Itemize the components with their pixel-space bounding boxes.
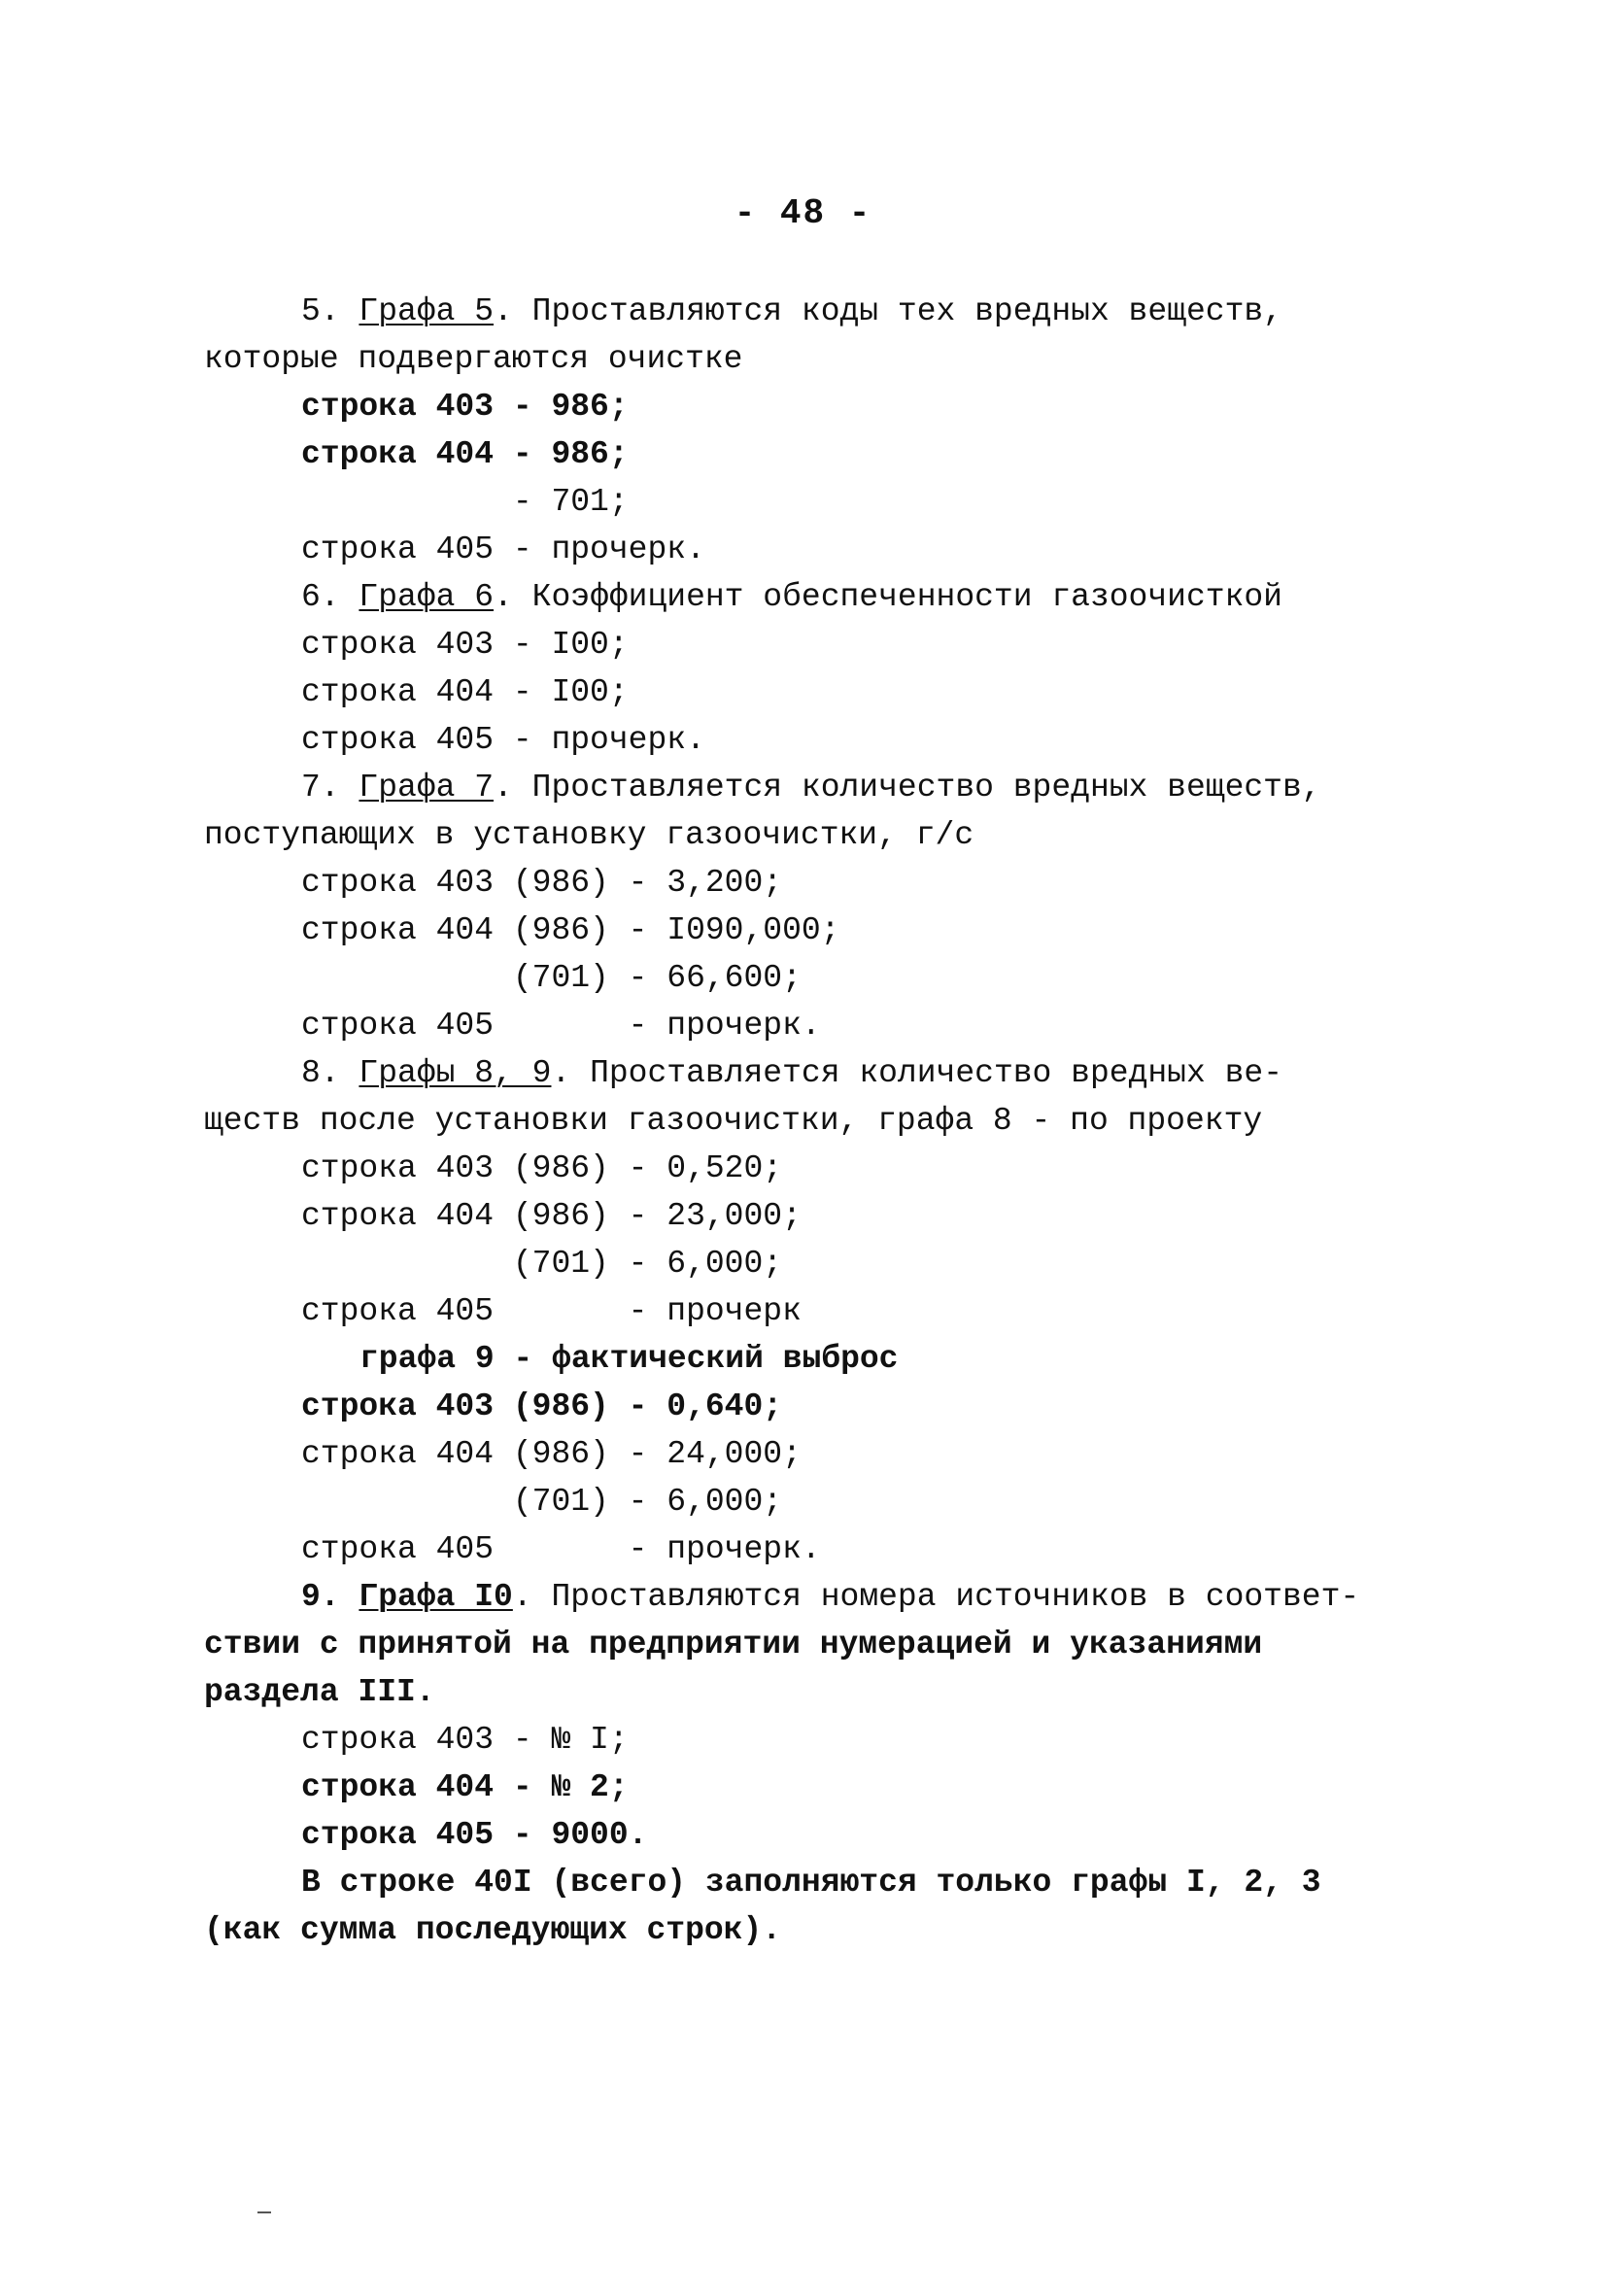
paragraph-text: . Проставляется количество вредных ве- — [551, 1055, 1282, 1091]
section-grafa-8-9 — [204, 1049, 1409, 1573]
paragraph-text: . Проставляются коды тех вредных веществ, — [494, 293, 1282, 329]
margin-mark — [257, 2211, 271, 2213]
row-entry: (701) - 6,000; — [301, 1246, 783, 1282]
paragraph-continuation: ствии с принятой на предприятии нумерацией и указаниями — [204, 1627, 1263, 1662]
paragraph-text: . Проставляется количество вредных веществ, — [494, 770, 1321, 805]
paragraph-heading — [204, 288, 1409, 335]
paragraph-heading — [204, 573, 1409, 621]
row-entry: строка 405 - прочерк. — [301, 1531, 821, 1567]
paragraph-continuation: поступающих в установку газоочистки, г/с — [204, 817, 974, 853]
row-entry: строка 403 (986) - 3,200; — [301, 865, 783, 901]
final-line: В строке 40I (всего) заполняются только графы I, 2, 3 — [301, 1865, 1321, 1901]
row-entry: строка 403 (986) - 0,640; — [301, 1388, 783, 1424]
item-number: 8. — [301, 1055, 359, 1091]
row-entry: (701) - 66,600; — [301, 960, 802, 996]
item-number: 5. — [301, 293, 359, 329]
page-number: - 48 - — [734, 193, 872, 233]
document-body — [204, 288, 1409, 1954]
row-entry: строка 403 - I00; — [301, 627, 629, 663]
final-paragraph — [204, 1859, 1409, 1954]
paragraph-continuation: ществ после установки газоочистки, графа 8 - по проекту — [204, 1103, 1263, 1139]
grafa-reference: Графа 6 — [359, 579, 495, 615]
section-grafa-10 — [204, 1573, 1409, 1859]
paragraph-heading — [204, 764, 1409, 811]
grafa-reference: Графы 8, 9 — [359, 1055, 552, 1091]
row-entry: строка 405 - прочерк — [301, 1293, 802, 1329]
item-number: 9. — [301, 1579, 359, 1615]
row-entry: строка 404 (986) - 23,000; — [301, 1198, 802, 1234]
row-entry: строка 405 - прочерк. — [301, 531, 705, 567]
paragraph-text: . Коэффициент обеспеченности газоочисткой — [494, 579, 1282, 615]
grafa-reference: Графа 7 — [359, 770, 495, 805]
subheading: графа 9 - фактический выброс — [359, 1341, 899, 1377]
item-number: 7. — [301, 770, 359, 805]
row-entry: строка 403 (986) - 0,520; — [301, 1150, 783, 1186]
final-line: (как сумма последующих строк). — [204, 1912, 782, 1948]
row-entry: строка 405 - прочерк. — [301, 722, 705, 758]
grafa-reference: Графа 5 — [359, 293, 495, 329]
row-entry: строка 403 - № I; — [301, 1722, 629, 1758]
row-entry: строка 404 - I00; — [301, 674, 629, 710]
paragraph-continuation: которые подвергаются очистке — [204, 341, 743, 377]
row-entry: строка 405 - прочерк. — [301, 1008, 821, 1044]
paragraph-continuation: раздела III. — [204, 1674, 435, 1710]
section-grafa-7 — [204, 764, 1409, 1049]
row-entry: строка 404 - № 2; — [301, 1769, 629, 1805]
row-entry: строка 404 (986) - I090,000; — [301, 912, 840, 948]
paragraph-heading — [204, 1049, 1409, 1097]
paragraph-heading — [204, 1573, 1409, 1621]
row-entry: - 701; — [301, 484, 629, 520]
section-grafa-6 — [204, 573, 1409, 764]
section-grafa-5 — [204, 288, 1409, 573]
row-entry: строка 404 - 986; — [301, 436, 629, 472]
row-entry: строка 405 - 9000. — [301, 1817, 648, 1853]
item-number: 6. — [301, 579, 359, 615]
row-entry: строка 403 - 986; — [301, 389, 629, 425]
paragraph-text: . Проставляются номера источников в соответ- — [512, 1579, 1360, 1615]
row-entry: строка 404 (986) - 24,000; — [301, 1436, 802, 1472]
row-entry: (701) - 6,000; — [301, 1484, 783, 1520]
grafa-reference: Графа I0 — [359, 1579, 513, 1615]
